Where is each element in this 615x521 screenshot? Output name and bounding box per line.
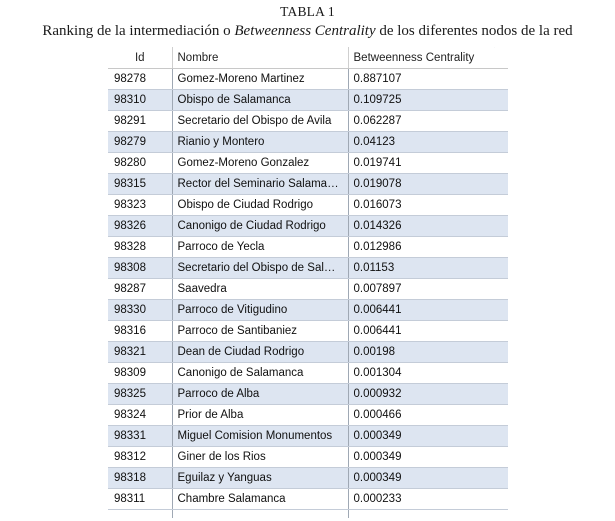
table-row[interactable] — [108, 447, 508, 468]
cell-nombre: Canonigo de Ciudad Rodrigo — [172, 216, 348, 237]
table-row[interactable] — [108, 90, 508, 111]
table-row[interactable] — [108, 321, 508, 342]
cell-id: 98309 — [108, 363, 172, 384]
table-row[interactable] — [108, 153, 508, 174]
table-row[interactable] — [108, 405, 508, 426]
cell-id: 98315 — [108, 174, 172, 195]
cell-id: 98330 — [108, 300, 172, 321]
cell-id: 98326 — [108, 216, 172, 237]
cell-nombre: Giner de los Rios — [172, 447, 348, 468]
cell-nombre: Miguel Comision Monumentos — [172, 426, 348, 447]
cell-id: 98323 — [108, 195, 172, 216]
cell-nombre: Prior de Alba — [172, 405, 348, 426]
cell-id: 98328 — [108, 237, 172, 258]
cell-nombre: Parroco de Alba — [172, 384, 348, 405]
cell-nombre: Obispo de Salamanca — [172, 90, 348, 111]
cell-betweenness: 0.887107 — [348, 69, 508, 90]
cell-id: 98331 — [108, 426, 172, 447]
table-caption — [0, 0, 615, 42]
cell-nombre: Parroco de Vitigudino — [172, 300, 348, 321]
cell-id — [108, 510, 172, 519]
cell-id: 98325 — [108, 384, 172, 405]
table-row[interactable] — [108, 258, 508, 279]
cell-id: 98280 — [108, 153, 172, 174]
table-row[interactable] — [108, 111, 508, 132]
table-row[interactable] — [108, 216, 508, 237]
cell-betweenness: 0.016073 — [348, 195, 508, 216]
cell-id: 98312 — [108, 447, 172, 468]
cell-betweenness: 0.000349 — [348, 468, 508, 489]
cell-betweenness: 0.000466 — [348, 405, 508, 426]
caption-subtitle-lead: Ranking de la intermediación o — [42, 23, 235, 39]
table-row[interactable] — [108, 426, 508, 447]
cell-nombre: Dean de Ciudad Rodrigo — [172, 342, 348, 363]
cell-nombre: Gomez-Moreno Martinez — [172, 69, 348, 90]
cell-betweenness: 0.006441 — [348, 300, 508, 321]
table-body — [108, 69, 508, 519]
cell-id: 98321 — [108, 342, 172, 363]
table-row[interactable] — [108, 132, 508, 153]
cell-betweenness — [348, 510, 508, 519]
cell-nombre: Secretario del Obispo de Sal… — [172, 258, 348, 279]
cell-betweenness: 0.001304 — [348, 363, 508, 384]
table-row[interactable] — [108, 174, 508, 195]
cell-id: 98287 — [108, 279, 172, 300]
table-row[interactable] — [108, 342, 508, 363]
table-row[interactable] — [108, 300, 508, 321]
cell-betweenness: 0.006441 — [348, 321, 508, 342]
caption-subtitle — [0, 21, 615, 42]
cell-betweenness: 0.01153 — [348, 258, 508, 279]
cell-betweenness: 0.000233 — [348, 489, 508, 510]
cell-nombre: Parroco de Santibaniez — [172, 321, 348, 342]
column-header-nombre[interactable]: Nombre — [172, 47, 348, 69]
caption-title: TABLA 1 — [280, 4, 335, 19]
cell-betweenness: 0.007897 — [348, 279, 508, 300]
cell-nombre — [172, 510, 348, 519]
data-table-screenshot — [108, 47, 508, 521]
cell-betweenness: 0.014326 — [348, 216, 508, 237]
table-row[interactable] — [108, 279, 508, 300]
cell-id: 98310 — [108, 90, 172, 111]
table-header — [108, 47, 508, 69]
table-row[interactable] — [108, 489, 508, 510]
table-row[interactable] — [108, 195, 508, 216]
cell-nombre: Saavedra — [172, 279, 348, 300]
cell-nombre: Rector del Seminario Salama… — [172, 174, 348, 195]
cell-nombre: Secretario del Obispo de Avila — [172, 111, 348, 132]
cell-betweenness: 0.000349 — [348, 426, 508, 447]
table-header-row — [108, 47, 508, 69]
table-row-partial[interactable] — [108, 510, 508, 519]
cell-id: 98279 — [108, 132, 172, 153]
cell-betweenness: 0.04123 — [348, 132, 508, 153]
cell-nombre: Canonigo de Salamanca — [172, 363, 348, 384]
cell-id: 98318 — [108, 468, 172, 489]
cell-betweenness: 0.019078 — [348, 174, 508, 195]
cell-betweenness: 0.000349 — [348, 447, 508, 468]
column-header-betweenness[interactable] — [348, 47, 508, 69]
cell-id: 98278 — [108, 69, 172, 90]
table-row[interactable] — [108, 237, 508, 258]
table-row[interactable] — [108, 363, 508, 384]
cell-id: 98316 — [108, 321, 172, 342]
column-header-betweenness-label: Betweenness Centrality — [353, 51, 475, 64]
table-row[interactable] — [108, 468, 508, 489]
cell-nombre: Parroco de Yecla — [172, 237, 348, 258]
cell-nombre: Rianio y Montero — [172, 132, 348, 153]
caption-subtitle-emphasis: Betweenness Centrality — [234, 23, 376, 39]
cell-betweenness: 0.019741 — [348, 153, 508, 174]
cell-betweenness: 0.000932 — [348, 384, 508, 405]
caption-subtitle-tail: de los diferentes nodos de la red — [375, 23, 573, 39]
cell-nombre: Chambre Salamanca — [172, 489, 348, 510]
cell-nombre: Gomez-Moreno Gonzalez — [172, 153, 348, 174]
column-header-id[interactable]: Id — [108, 47, 172, 69]
cell-id: 98324 — [108, 405, 172, 426]
table-row[interactable] — [108, 69, 508, 90]
cell-id: 98311 — [108, 489, 172, 510]
cell-id: 98308 — [108, 258, 172, 279]
cell-id: 98291 — [108, 111, 172, 132]
table-row[interactable] — [108, 384, 508, 405]
cell-betweenness: 0.109725 — [348, 90, 508, 111]
ranking-table — [108, 47, 508, 518]
cell-nombre: Obispo de Ciudad Rodrigo — [172, 195, 348, 216]
cell-betweenness: 0.062287 — [348, 111, 508, 132]
cell-nombre: Eguilaz y Yanguas — [172, 468, 348, 489]
cell-betweenness: 0.012986 — [348, 237, 508, 258]
cell-betweenness: 0.00198 — [348, 342, 508, 363]
chevron-down-icon — [489, 47, 500, 48]
